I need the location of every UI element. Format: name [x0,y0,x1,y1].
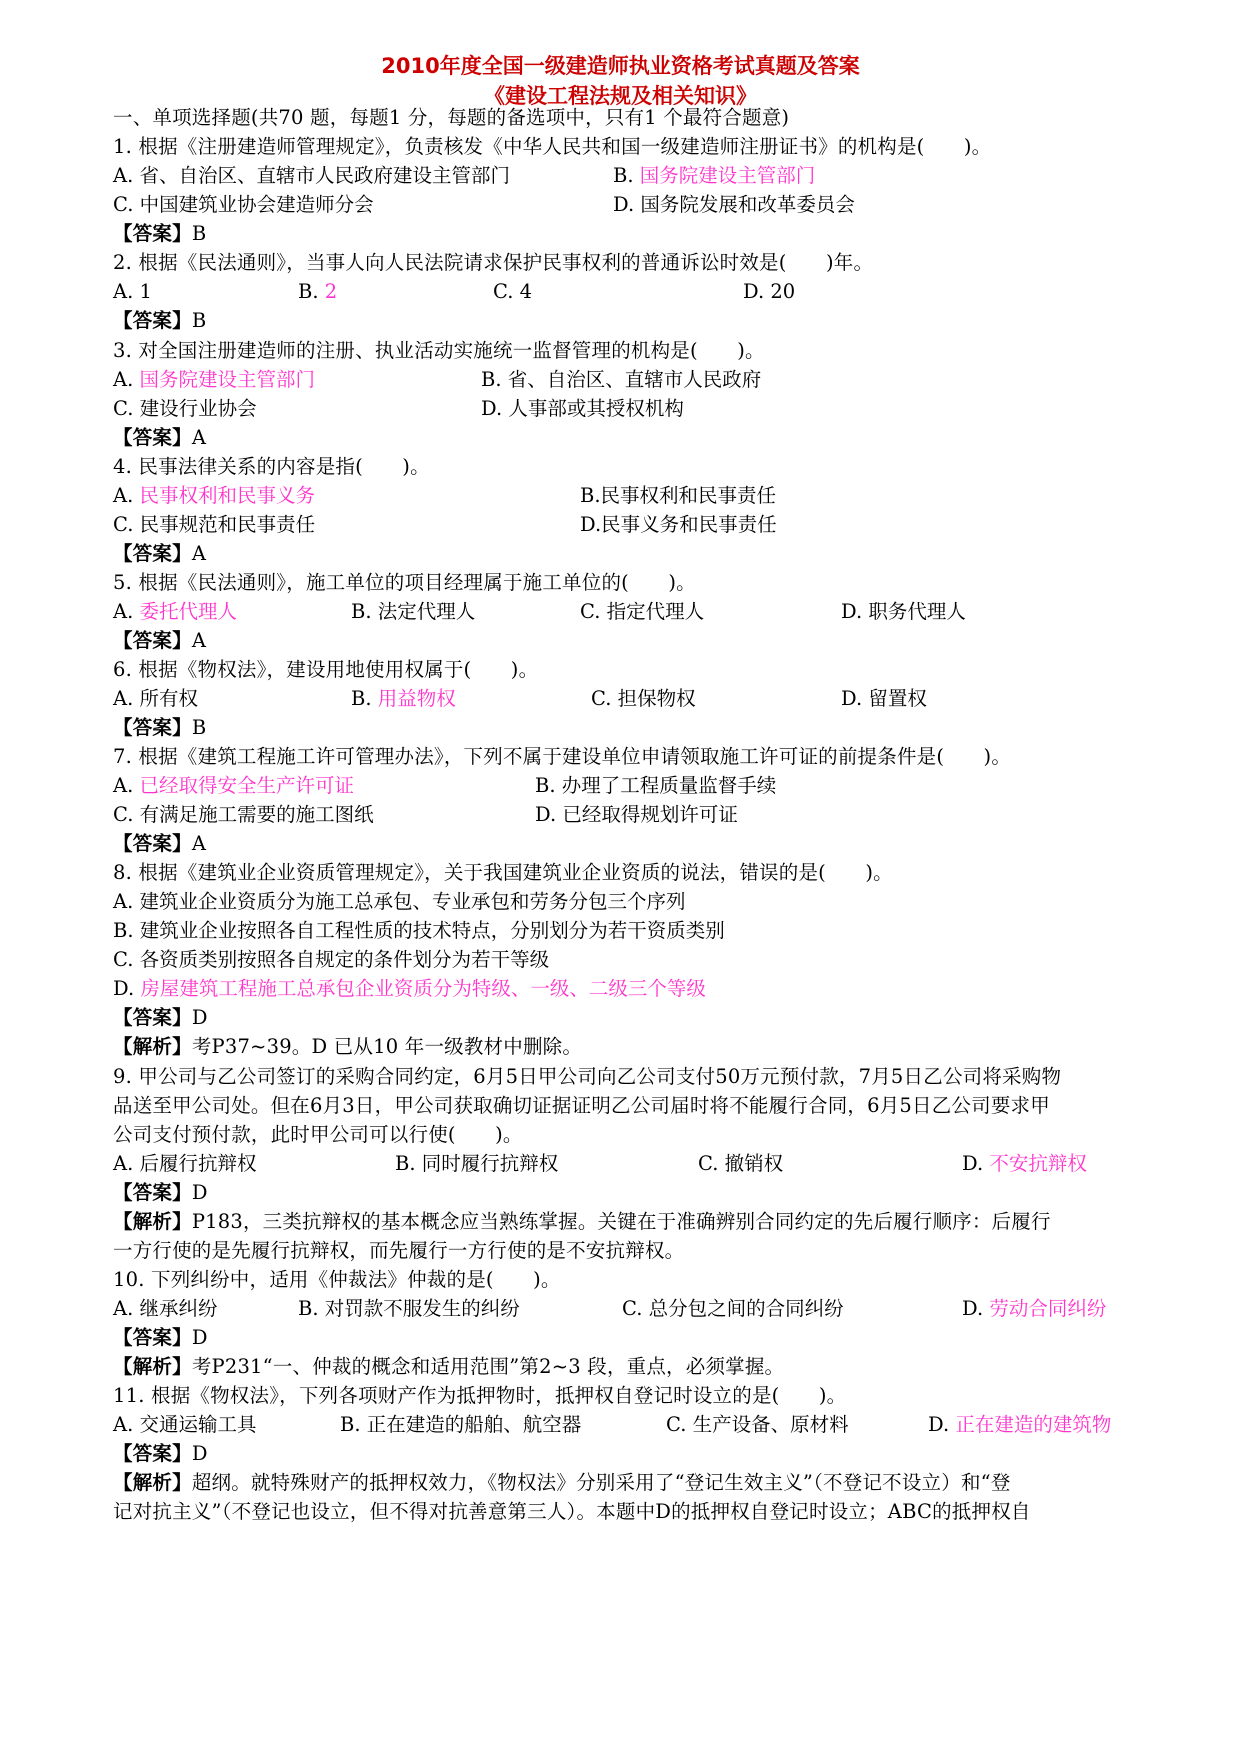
q9-option-b: B. 同时履行抗辩权 [395,1152,559,1175]
document-title: 2010年度全国一级建造师执业资格考试真题及答案 [381,54,860,78]
document-subtitle: 《建设工程法规及相关知识》 [484,84,757,108]
q4-option-c: C. 民事规范和民事责任 [113,513,316,536]
q1-option-c: C. 中国建筑业协会建造师分会 [113,193,374,216]
q7-option-d: D. 已经取得规划许可证 [535,803,738,826]
q11-option-b: B. 正在建造的船舶、航空器 [340,1413,582,1436]
q7-answer: 【答案】A [113,832,207,855]
q5-option-a: A. 委托代理人 [113,600,237,623]
q1-answer: 【答案】B [113,222,207,245]
question-10-stem: 10. 下列纠纷中，适用《仲裁法》仲裁的是( )。 [113,1268,561,1291]
question-7-stem: 7. 根据《建筑工程施工许可管理办法》，下列不属于建设单位申请领取施工许可证的前提条件是( )。 [113,745,1012,768]
question-9-stem-line2: 品送至甲公司处。但在6月3日，甲公司获取确切证据证明乙公司届时将不能履行合同，6月5日乙公司要求甲 [113,1094,1050,1117]
q11-answer: 【答案】D [113,1442,208,1465]
q9-explanation-line1: 【解析】P183，三类抗辩权的基本概念应当熟练掌握。关键在于准确辨别合同约定的先后履行顺序：后履行 [113,1210,1051,1233]
q3-option-b: B. 省、自治区、直辖市人民政府 [481,368,762,391]
q2-option-a: A. 1 [113,280,152,303]
q7-option-a: A. 已经取得安全生产许可证 [113,774,354,797]
question-9-stem-line3: 公司支付预付款，此时甲公司可以行使( )。 [113,1123,523,1146]
question-11-stem: 11. 根据《物权法》，下列各项财产作为抵押物时，抵押权自登记时设立的是( )。 [113,1384,847,1407]
q8-option-c: C. 各资质类别按照各自规定的条件划分为若干等级 [113,948,550,971]
q4-option-d: D.民事义务和民事责任 [580,513,777,536]
question-2-stem: 2. 根据《民法通则》，当事人向人民法院请求保护民事权利的普通诉讼时效是( )年。 [113,251,874,274]
q10-option-d: D. 劳动合同纠纷 [962,1297,1107,1320]
q9-option-c: C. 撤销权 [698,1152,784,1175]
q9-option-a: A. 后履行抗辩权 [113,1152,257,1175]
question-8-stem: 8. 根据《建筑业企业资质管理规定》，关于我国建筑业企业资质的说法，错误的是( )。 [113,861,893,884]
question-5-stem: 5. 根据《民法通则》，施工单位的项目经理属于施工单位的( )。 [113,571,696,594]
q5-option-b: B. 法定代理人 [351,600,476,623]
question-1-stem: 1. 根据《注册建造师管理规定》，负责核发《中华人民共和国一级建造师注册证书》的机构是( )。 [113,135,992,158]
q9-explanation-line2: 一方行使的是先履行抗辩权，而先履行一方行使的是不安抗辩权。 [113,1239,685,1262]
q8-option-d: D. 房屋建筑工程施工总承包企业资质分为特级、一级、二级三个等级 [113,977,706,1000]
q6-option-d: D. 留置权 [841,687,927,710]
q8-explanation: 【解析】考P37~39。D 已从10 年一级教材中删除。 [113,1035,583,1058]
q10-option-b: B. 对罚款不服发生的纠纷 [298,1297,520,1320]
q8-option-a: A. 建筑业企业资质分为施工总承包、专业承包和劳务分包三个序列 [113,890,686,913]
question-6-stem: 6. 根据《物权法》，建设用地使用权属于( )。 [113,658,539,681]
question-3-stem: 3. 对全国注册建造师的注册、执业活动实施统一监督管理的机构是( )。 [113,339,765,362]
q11-explanation-line2: 记对抗主义”（不登记也设立，但不得对抗善意第三人）。本题中D的抵押权自登记时设立；ABC的抵押权自 [113,1500,1031,1523]
q9-option-d: D. 不安抗辩权 [962,1152,1087,1175]
q11-option-d: D. 正在建造的建筑物 [928,1413,1112,1436]
q10-answer: 【答案】D [113,1326,208,1349]
question-9-stem-line1: 9. 甲公司与乙公司签订的采购合同约定，6月5日甲公司向乙公司支付50万元预付款，7月5日乙公司将采购物 [113,1065,1062,1088]
q2-option-c: C. 4 [493,280,533,303]
q11-explanation-line1: 【解析】超纲。就特殊财产的抵押权效力，《物权法》分别采用了“登记生效主义”（不登记不设立）和“登 [113,1471,1011,1494]
q7-option-c: C. 有满足施工需要的施工图纸 [113,803,374,826]
q5-option-d: D. 职务代理人 [841,600,966,623]
q6-option-a: A. 所有权 [113,687,198,710]
q11-option-c: C. 生产设备、原材料 [666,1413,849,1436]
q10-option-c: C. 总分包之间的合同纠纷 [622,1297,844,1320]
q9-answer: 【答案】D [113,1181,208,1204]
q7-option-b: B. 办理了工程质量监督手续 [535,774,777,797]
q3-answer: 【答案】A [113,426,207,449]
q4-answer: 【答案】A [113,542,207,565]
q1-option-a: A. 省、自治区、直辖市人民政府建设主管部门 [113,164,510,187]
q1-option-d: D. 国务院发展和改革委员会 [613,193,855,216]
q11-option-a: A. 交通运输工具 [113,1413,257,1436]
q6-option-c: C. 担保物权 [591,687,696,710]
q6-answer: 【答案】B [113,716,207,739]
q1-option-b: B. 国务院建设主管部门 [613,164,816,187]
q5-option-c: C. 指定代理人 [580,600,705,623]
q10-explanation: 【解析】考P231“一、仲裁的概念和适用范围”第2~3 段，重点，必须掌握。 [113,1355,785,1378]
q4-option-b: B.民事权利和民事责任 [580,484,777,507]
q3-option-c: C. 建设行业协会 [113,397,257,420]
q2-answer: 【答案】B [113,309,207,332]
q3-option-d: D. 人事部或其授权机构 [481,397,684,420]
question-4-stem: 4. 民事法律关系的内容是指( )。 [113,455,430,478]
q4-option-a: A. 民事权利和民事义务 [113,484,315,507]
q8-option-b: B. 建筑业企业按照各自工程性质的技术特点，分别划分为若干资质类别 [113,919,725,942]
q3-option-a: A. 国务院建设主管部门 [113,368,315,391]
section-heading: 一、单项选择题(共70 题，每题1 分，每题的备选项中，只有1 个最符合题意) [113,106,790,129]
q10-option-a: A. 继承纠纷 [113,1297,218,1320]
q5-answer: 【答案】A [113,629,207,652]
q2-option-b: B. 2 [298,280,338,303]
q6-option-b: B. 用益物权 [351,687,456,710]
q2-option-d: D. 20 [743,280,796,303]
q8-answer: 【答案】D [113,1006,208,1029]
